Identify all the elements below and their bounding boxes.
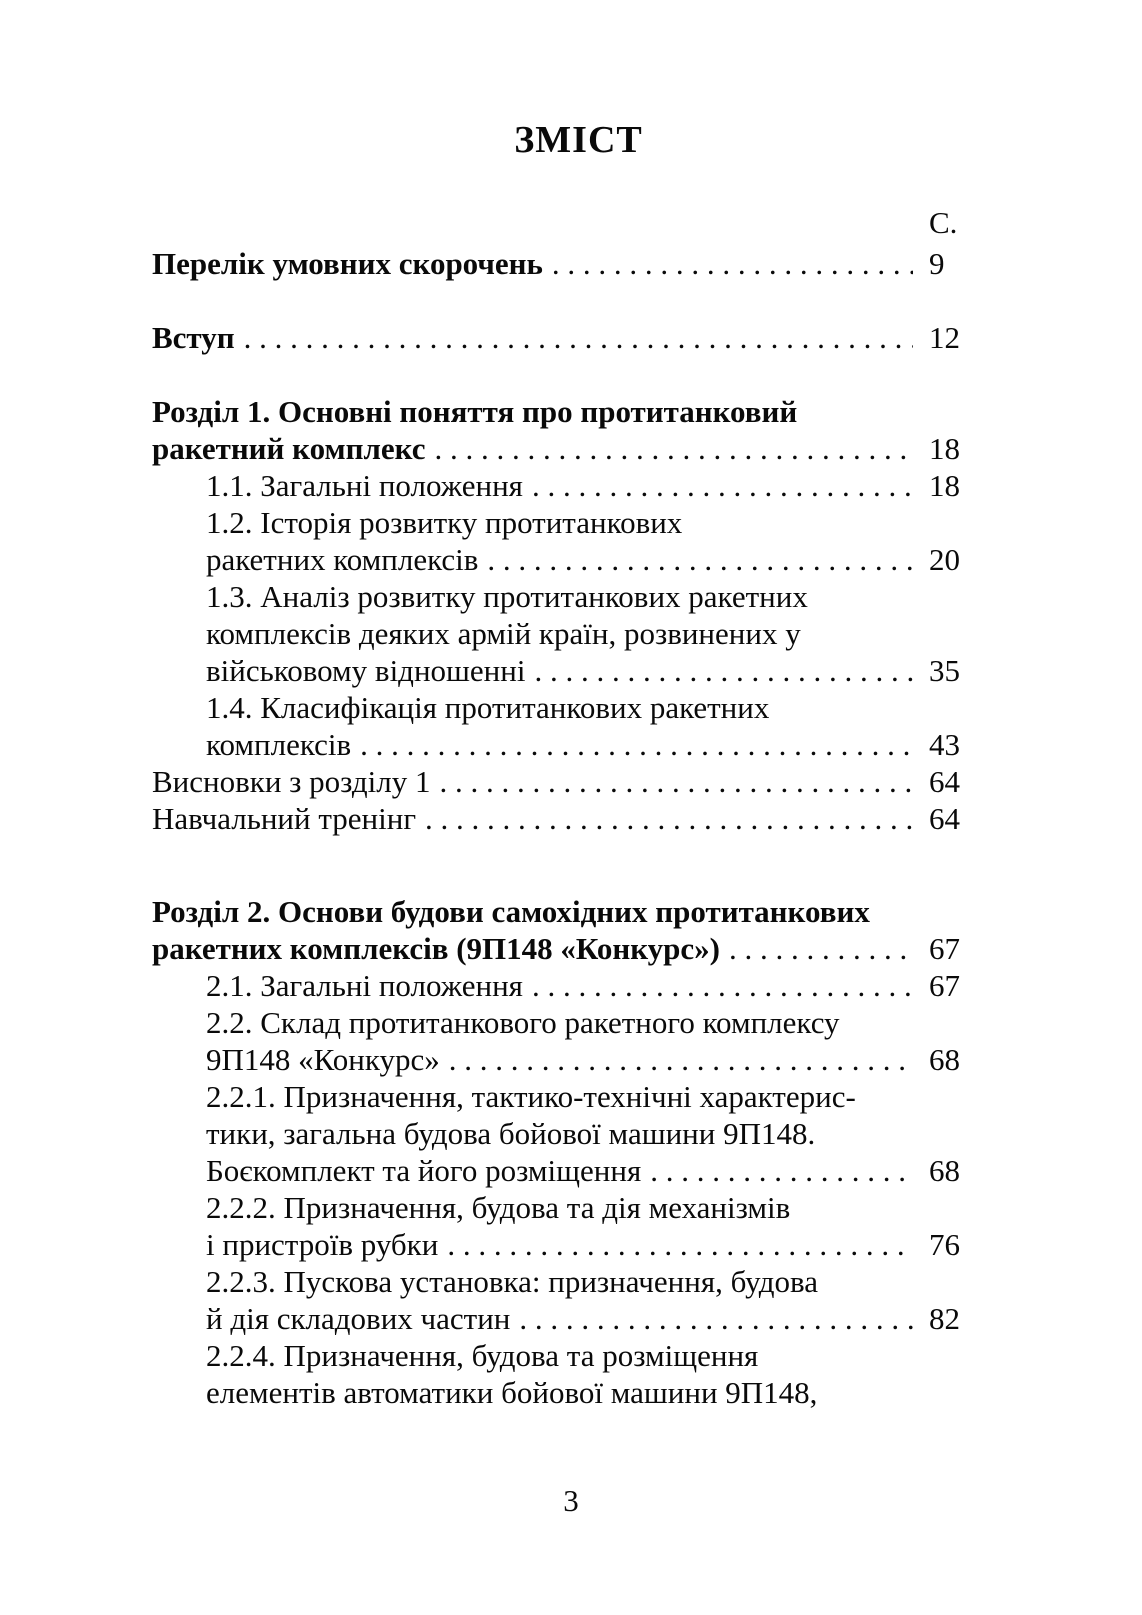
toc-row bbox=[152, 689, 965, 726]
toc-entry-label: 2.2. Склад протитанкового ракетного комплексу bbox=[206, 1005, 840, 1040]
toc-section bbox=[152, 319, 965, 356]
toc-entry-label: 1.1. Загальні положення bbox=[206, 468, 523, 503]
toc-row bbox=[152, 1115, 965, 1152]
toc-page-number: 64 bbox=[929, 801, 960, 836]
toc-row bbox=[152, 1189, 965, 1226]
toc-page-number: 82 bbox=[929, 1301, 960, 1336]
toc-dot-leader bbox=[425, 800, 913, 837]
toc-entry-label: ракетних комплексів (9П148 «Конкурс») bbox=[152, 931, 720, 966]
toc-entry-label: Перелік умовних скорочень bbox=[152, 246, 543, 281]
toc-entry-label: елементів автоматики бойової машини 9П148, bbox=[206, 1375, 818, 1410]
toc-page-number: 20 bbox=[929, 542, 960, 577]
toc-dot-leader bbox=[244, 319, 913, 356]
page-column-header: С. bbox=[929, 205, 958, 240]
toc-page-number: 18 bbox=[929, 431, 960, 466]
toc-row bbox=[152, 930, 965, 967]
toc-entry-label: й дія складових частин bbox=[206, 1301, 511, 1336]
toc-row bbox=[152, 319, 965, 356]
toc-entry-label: Навчальний тренінг bbox=[152, 801, 417, 836]
page-title: ЗМІСТ bbox=[514, 119, 643, 161]
toc-section bbox=[152, 893, 965, 1411]
toc-entry-label: і пристроїв рубки bbox=[206, 1227, 439, 1262]
toc-row bbox=[152, 967, 965, 1004]
toc-dot-leader bbox=[435, 430, 914, 467]
toc-entry-label: 2.2.4. Призначення, будова та розміщення bbox=[206, 1338, 759, 1373]
toc-entry-label: 1.3. Аналіз розвитку протитанкових ракетних bbox=[206, 579, 808, 614]
toc-page-number: 68 bbox=[929, 1153, 960, 1188]
toc-page-number: 43 bbox=[929, 727, 960, 762]
toc-row bbox=[152, 467, 965, 504]
toc-dot-leader bbox=[519, 1300, 913, 1337]
toc-row bbox=[152, 430, 965, 467]
toc-row bbox=[152, 800, 965, 837]
toc-dot-leader bbox=[447, 1226, 913, 1263]
toc-entry-label: Розділ 2. Основи будови самохідних протитанкових bbox=[152, 894, 870, 929]
toc-section bbox=[152, 393, 965, 837]
toc-dot-leader bbox=[439, 763, 913, 800]
toc-row bbox=[152, 541, 965, 578]
toc-row bbox=[152, 1263, 965, 1300]
toc-entry-label: 2.2.2. Призначення, будова та дія механізмів bbox=[206, 1190, 791, 1225]
toc-row bbox=[152, 1041, 965, 1078]
toc-row bbox=[152, 1337, 965, 1374]
toc-row bbox=[152, 504, 965, 541]
toc-row bbox=[152, 1004, 965, 1041]
toc-page-number: 9 bbox=[929, 246, 945, 281]
toc-row bbox=[152, 393, 965, 430]
toc-entry-label: 2.2.3. Пускова установка: призначення, будова bbox=[206, 1264, 818, 1299]
toc-row bbox=[152, 615, 965, 652]
toc-entry-label: тики, загальна будова бойової машини 9П148. bbox=[206, 1116, 816, 1151]
toc-page-number: 68 bbox=[929, 1042, 960, 1077]
toc-entry-label: Розділ 1. Основні поняття про протитанковий bbox=[152, 394, 798, 429]
toc-entry-label: 9П148 «Конкурс» bbox=[206, 1042, 440, 1077]
toc-entry-label: 1.4. Класифікація протитанкових ракетних bbox=[206, 690, 770, 725]
toc-page-number: 67 bbox=[929, 931, 960, 966]
footer-page-number: 3 bbox=[563, 1483, 579, 1518]
toc-row bbox=[152, 763, 965, 800]
toc-page-number: 76 bbox=[929, 1227, 960, 1262]
toc-entry-label: Боєкомплект та його розміщення bbox=[206, 1153, 642, 1188]
toc-dot-leader bbox=[729, 930, 913, 967]
toc-page-number: 35 bbox=[929, 653, 960, 688]
toc-entry-label: 2.1. Загальні положення bbox=[206, 968, 523, 1003]
toc-dot-leader bbox=[552, 245, 913, 282]
toc-entry-label: 1.2. Історія розвитку протитанкових bbox=[206, 505, 683, 540]
toc-content-area bbox=[152, 118, 965, 1411]
toc-entry-label: військовому відношенні bbox=[206, 653, 526, 688]
toc-row bbox=[152, 726, 965, 763]
toc-page-number: 67 bbox=[929, 968, 960, 1003]
toc-row bbox=[152, 1152, 965, 1189]
toc-row bbox=[152, 245, 965, 282]
toc-dot-leader bbox=[650, 1152, 913, 1189]
page-column-header-row bbox=[152, 204, 965, 241]
toc-entry-label: комплексів bbox=[206, 727, 352, 762]
toc-dot-leader bbox=[532, 467, 913, 504]
toc-page-number: 64 bbox=[929, 764, 960, 799]
toc-entry-label: Вступ bbox=[152, 320, 235, 355]
toc-row bbox=[152, 1078, 965, 1115]
toc-row bbox=[152, 1300, 965, 1337]
toc-row bbox=[152, 893, 965, 930]
toc bbox=[152, 245, 965, 1411]
toc-section bbox=[152, 245, 965, 282]
toc-dot-leader bbox=[534, 652, 913, 689]
toc-entry-label: ракетних комплексів bbox=[206, 542, 479, 577]
toc-row bbox=[152, 578, 965, 615]
toc-row bbox=[152, 1374, 965, 1411]
toc-dot-leader bbox=[532, 967, 913, 1004]
toc-entry-label: комплексів деяких армій країн, розвинених у bbox=[206, 616, 801, 651]
toc-page-number: 18 bbox=[929, 468, 960, 503]
toc-entry-label: Висновки з розділу 1 bbox=[152, 764, 431, 799]
toc-row bbox=[152, 1226, 965, 1263]
toc-page-number: 12 bbox=[929, 320, 960, 355]
toc-row bbox=[152, 652, 965, 689]
toc-dot-leader bbox=[449, 1041, 913, 1078]
toc-dot-leader bbox=[360, 726, 913, 763]
toc-entry-label: ракетний комплекс bbox=[152, 431, 426, 466]
toc-entry-label: 2.2.1. Призначення, тактико-технічні характерис- bbox=[206, 1079, 856, 1114]
toc-dot-leader bbox=[487, 541, 913, 578]
